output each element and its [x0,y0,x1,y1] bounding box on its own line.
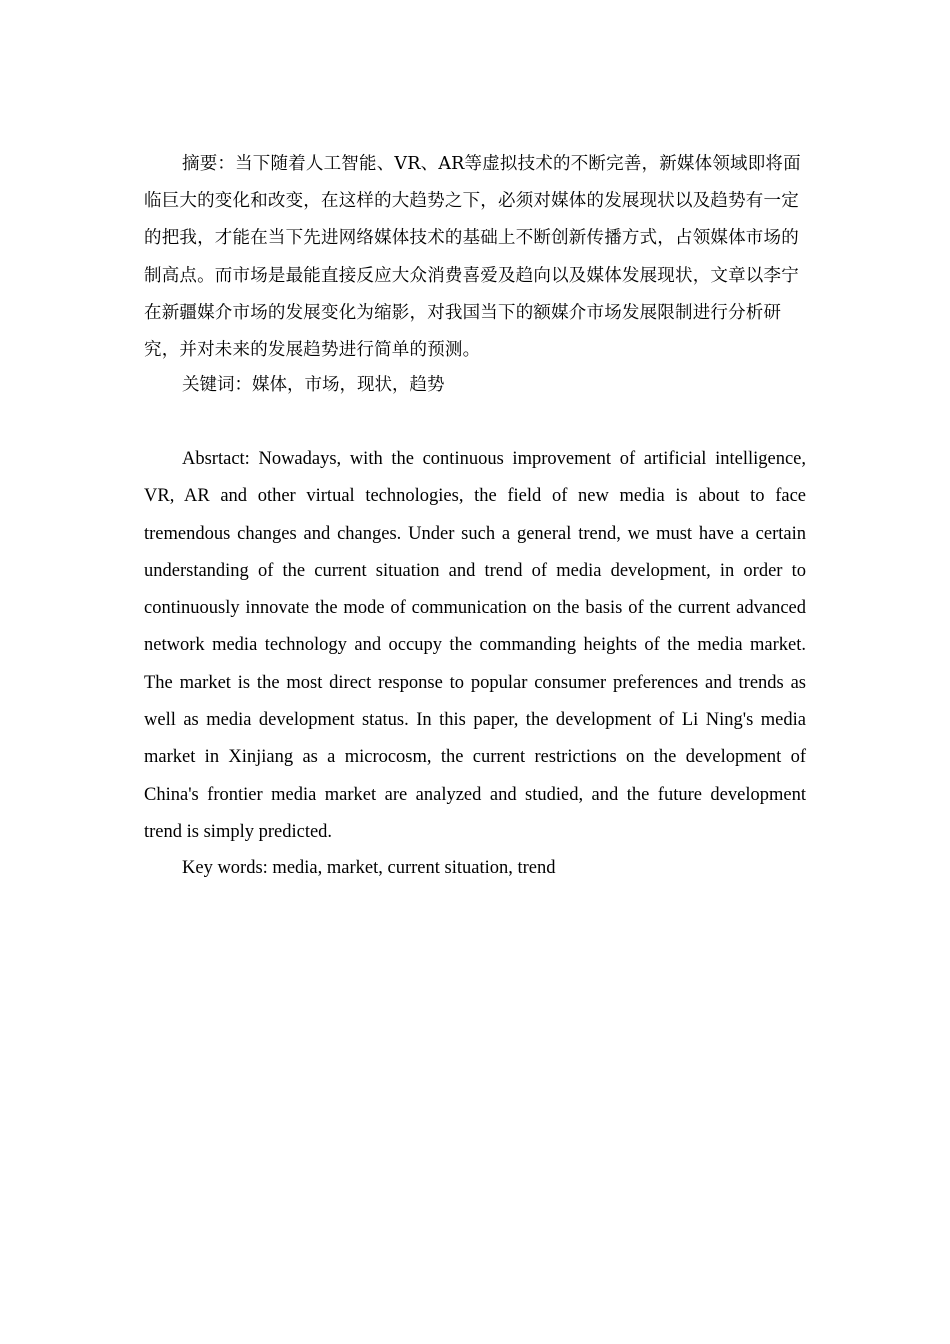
chinese-keywords-line: 关键词：媒体，市场，现状，趋势 [182,375,445,395]
chinese-abstract-paragraph: 摘要：当下随着人工智能、VR、AR等虚拟技术的不断完善，新媒体领域即将面临巨大的变化和改变，在这样的大趋势之下，必须对媒体的发展现状以及趋势有一定的把我，才能在当下先进网络媒体技术的基础上不断创新传播方式，占领媒体市场的制高点。而市场是最能直接反应大众消费喜爱及趋向以及媒体发展现状，文章以李宁在新疆媒介市场的发展变化为缩影，对我国当下的额媒介市场发展限制进行分析研究，并对未来的发展趋势进行简单的预测。 [144,154,801,361]
english-abstract-paragraph: Absrtact: Nowadays, with the continuous improvement of artificial intelligence, VR, AR and other virtual technologies, the field of new media is about to face tremendous changes and changes. Under such a general trend, we must have a certain understanding of the current situation and trend of media development, in order to continuously innovate the mode of communication on the basis of the current advanced network media technology and occupy the commanding heights of the media market. The market is the most direct response to popular consumer preferences and trends as well as media development status. In this paper, the development of Li Ning's media market in Xinjiang as a microcosm, the current restrictions on the development of China's frontier media market are analyzed and studied, and the future development trend is simply predicted. [144,449,806,842]
english-keywords-line: Key words: media, market, current situation, trend [182,858,556,878]
